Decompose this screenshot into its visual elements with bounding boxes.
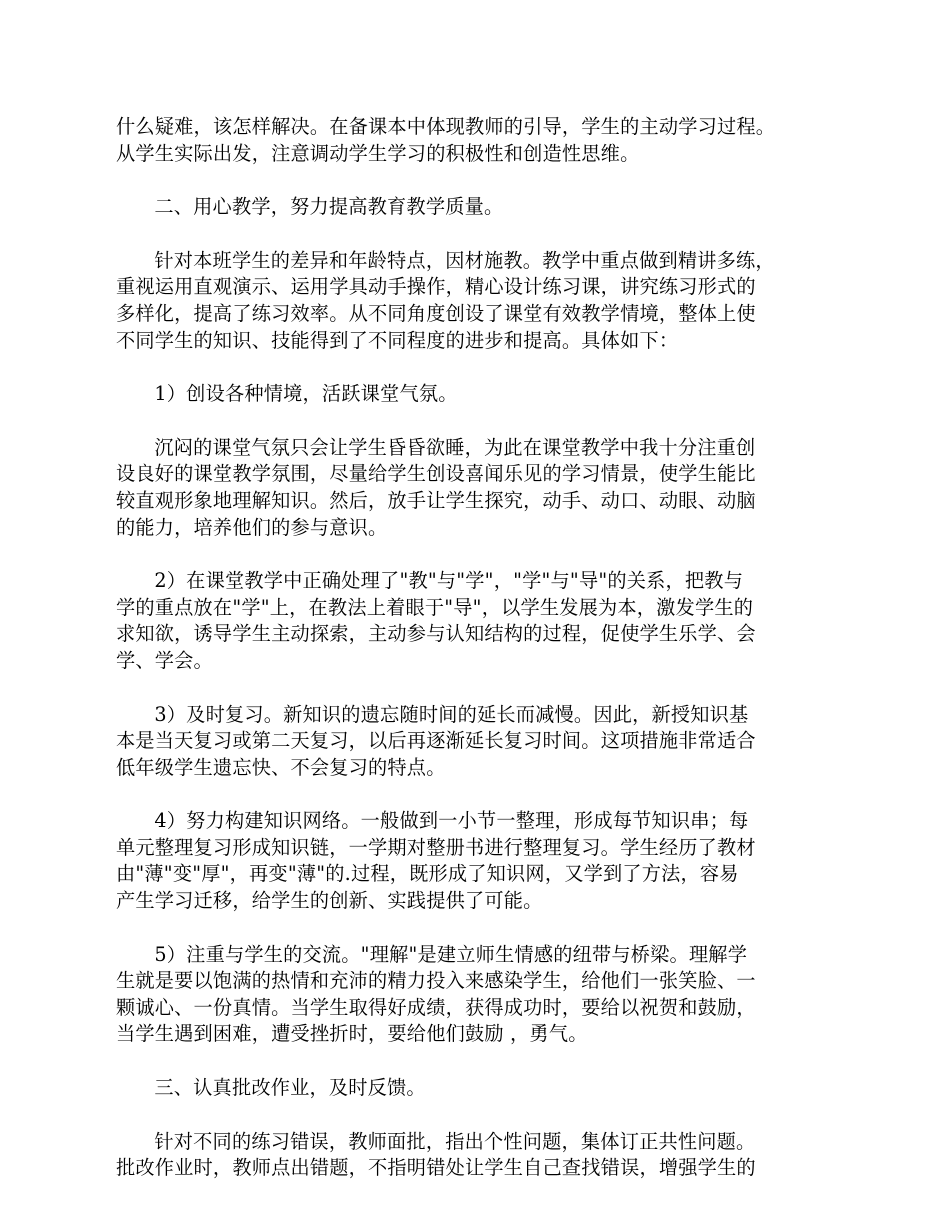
heading-text: 三、认真批改作业，及时反馈。 [154,1076,426,1100]
subheading-1 [116,381,838,408]
text-line: 求知欲，诱导学生主动探索，主动参与认知结构的过程，促使学生乐学、会 [116,622,756,646]
text-line: 设良好的课堂教学氛围，尽量给学生创设喜闻乐见的学习情景，使学生能比 [116,462,756,486]
text-line: 3）及时复习。新知识的遗忘随时间的延长而减慢。因此，新授知识基 [154,702,749,726]
text-line: 本是当天复习或第二天复习，以后再逐渐延长复习时间。这项措施非常适合 [116,729,756,753]
text-line: 学、学会。 [116,648,213,672]
text-line: 多样化，提高了练习效率。从不同角度创设了课堂有效教学情境，整体上使 [116,301,756,325]
section-heading-2 [116,194,838,221]
paragraph-item-2 [116,568,838,674]
text-line: 重视运用直观演示、运用学具动手操作，精心设计练习课，讲究练习形式的 [116,275,756,299]
text-line: 沉闷的课堂气氛只会让学生昏昏欲睡，为此在课堂教学中我十分注重创 [154,435,756,459]
text-line: 的能力，培养他们的参与意识。 [116,515,388,539]
paragraph [116,1129,838,1182]
text-line: 颗诚心、一份真情。当学生取得好成绩，获得成功时，要给以祝贺和鼓励， [116,995,756,1019]
text-line: 针对本班学生的差异和年龄特点，因材施教。教学中重点做到精讲多练， [154,248,775,272]
text-line: 5）注重与学生的交流。"理解"是建立师生情感的纽带与桥梁。理解学 [154,942,748,966]
text-line: 单元整理复习形成知识链，一学期对整册书进行整理复习。学生经历了教材 [116,835,756,859]
text-line: 针对不同的练习错误，教师面批，指出个性问题，集体订正共性问题。 [154,1129,756,1153]
text-line: 不同学生的知识、技能得到了不同程度的进步和提高。具体如下： [116,328,679,352]
text-line: 从学生实际出发，注意调动学生学习的积极性和创造性思维。 [116,141,640,165]
heading-text: 1）创设各种情境，活跃课堂气氛。 [154,382,458,406]
paragraph-item-5 [116,942,838,1048]
section-heading-3 [116,1075,838,1102]
text-line: 生就是要以饱满的热情和充沛的精力投入来感染学生，给他们一张笑脸、一 [116,969,756,993]
document-page [116,114,838,1209]
text-line: 较直观形象地理解知识。然后，放手让学生探究，动手、动口、动眼、动脑 [116,488,756,512]
paragraph-item-4 [116,808,838,914]
paragraph [116,435,838,541]
text-line: 产生学习迁移，给学生的创新、实践提供了可能。 [116,889,543,913]
text-line: 低年级学生遗忘快、不会复习的特点。 [116,755,446,779]
text-line: 学的重点放在"学"上，在教法上着眼于"导"，以学生发展为本，激发学生的 [116,595,754,619]
text-line: 当学生遇到困难，遭受挫折时，要给他们鼓励 ，勇气。 [116,1022,588,1046]
heading-text: 二、用心教学，努力提高教育教学质量。 [154,195,504,219]
text-line: 2）在课堂教学中正确处理了"教"与"学"，"学"与"导"的关系，把教与 [154,569,744,593]
paragraph [116,248,838,354]
paragraph-item-3 [116,702,838,782]
text-line: 批改作业时，教师点出错题，不指明错处让学生自己查找错误，增强学生的 [116,1156,756,1180]
text-line: 4）努力构建知识网络。一般做到一小节一整理，形成每节知识串；每 [154,809,749,833]
paragraph-continued [116,114,838,167]
text-line: 由"薄"变"厚"，再变"薄"的.过程，既形成了知识网，又学到了方法，容易 [116,862,739,886]
text-line: 什么疑难，该怎样解决。在备课本中体现教师的引导，学生的主动学习过程。 [116,115,776,138]
